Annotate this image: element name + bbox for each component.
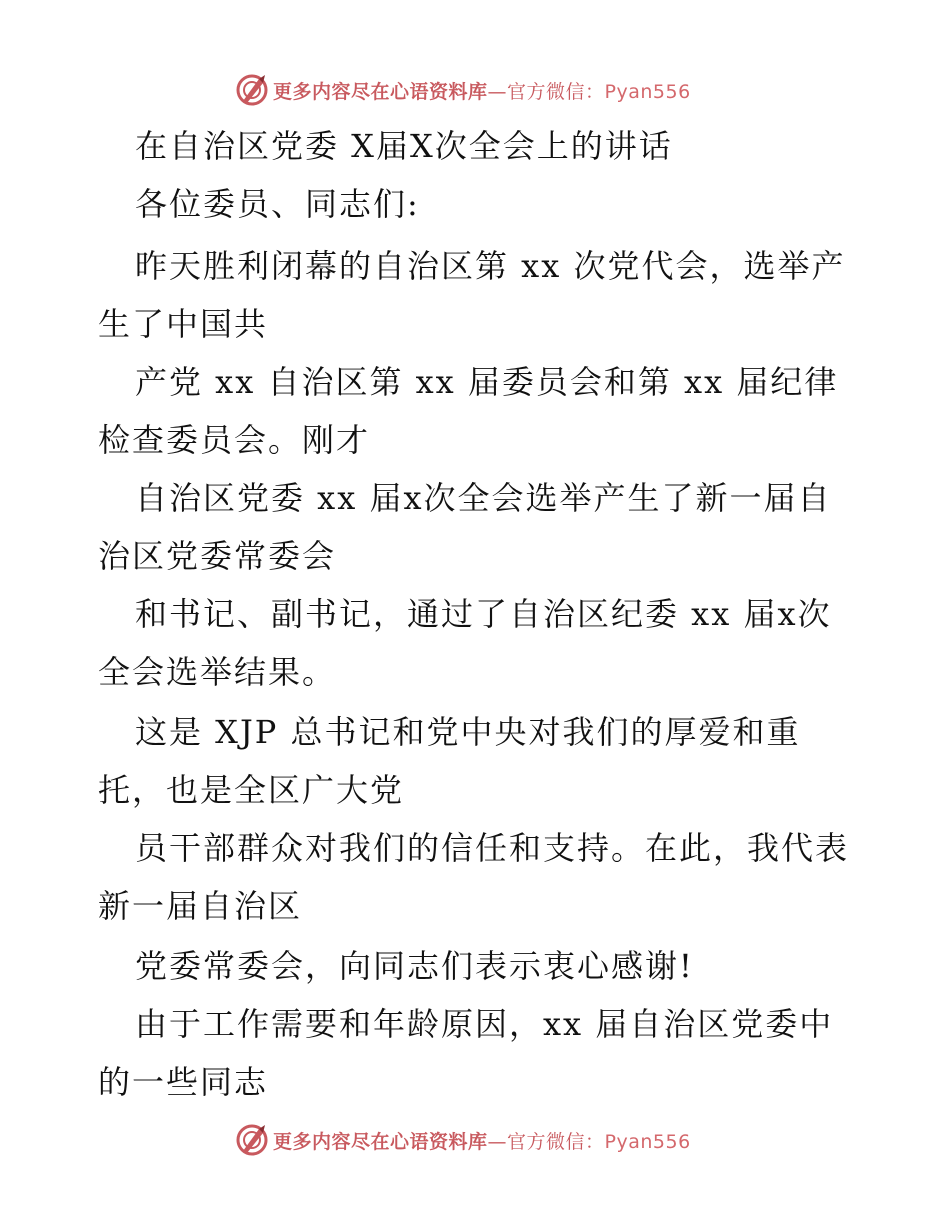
salutation: 各位委员、同志们: xyxy=(135,185,420,223)
paragraph-line: 的一些同志 xyxy=(98,1063,269,1101)
paragraph-line: 产党 xx 自治区第 xx 届委员会和第 xx 届纪律 xyxy=(135,363,839,401)
paragraph-line: 自治区党委 xx 届x次全会选举产生了新一届自 xyxy=(135,479,832,517)
paragraph-line: 昨天胜利闭幕的自治区第 xx 次党代会，选举产 xyxy=(135,247,846,285)
banner-main-text: 更多内容尽在心语资料库 xyxy=(273,1130,488,1153)
banner-text xyxy=(273,1127,691,1154)
paragraph-line: 党委常委会，向同志们表示衷心感谢! xyxy=(135,947,694,985)
banner-wechat-label: 官方微信： xyxy=(507,80,605,103)
paragraph-line: 托，也是全区广大党 xyxy=(98,771,405,809)
paragraph-line: 生了中国共 xyxy=(98,305,269,343)
paragraph-line: 检查委员会。刚才 xyxy=(98,421,371,459)
banner-dash: — xyxy=(487,80,508,103)
banner-main-text: 更多内容尽在心语资料库 xyxy=(273,80,488,103)
footer-banner xyxy=(235,1122,755,1158)
paragraph-line: 治区党委常委会 xyxy=(98,537,337,575)
quill-logo-icon xyxy=(235,1123,269,1157)
paragraph-line: 新一届自治区 xyxy=(98,887,303,925)
paragraph-line: 和书记、副书记，通过了自治区纪委 xx 届x次 xyxy=(135,595,832,633)
paragraph-line: 全会选举结果。 xyxy=(98,653,337,691)
paragraph-line: 由于工作需要和年龄原因，xx 届自治区党委中 xyxy=(135,1005,834,1043)
paragraph-line: 这是 XJP 总书记和党中央对我们的厚爱和重 xyxy=(135,713,801,751)
banner-dash: — xyxy=(487,1130,508,1153)
banner-wechat-id: Pyan556 xyxy=(604,1130,691,1153)
banner-wechat-id: Pyan556 xyxy=(604,80,691,103)
document-title: 在自治区党委 X届X次全会上的讲话 xyxy=(135,127,673,165)
paragraph-line: 员干部群众对我们的信任和支持。在此，我代表 xyxy=(135,829,850,867)
banner-wechat-label: 官方微信： xyxy=(507,1130,605,1153)
